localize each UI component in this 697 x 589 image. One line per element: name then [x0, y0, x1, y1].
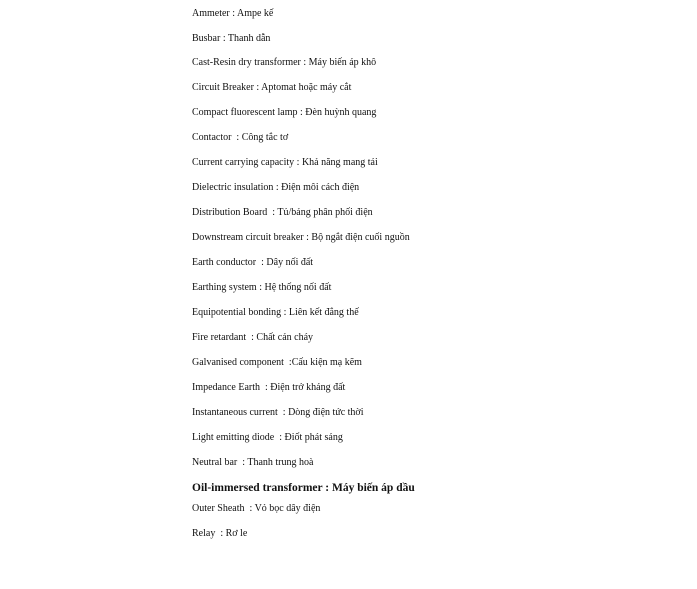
glossary-entry-busbar: Busbar : Thanh dẫn — [192, 33, 271, 44]
glossary-entry-downstream-breaker: Downstream circuit breaker : Bộ ngắt điện cuối nguồn — [192, 232, 410, 243]
glossary-entry-earth-conductor: Earth conductor : Dây nối đất — [192, 257, 314, 268]
glossary-entry-instantaneous: Instantaneous current : Dòng điện tức thời — [192, 407, 364, 418]
glossary-entry-dielectric: Dielectric insulation : Điện môi cách điện — [192, 182, 360, 193]
glossary-entry-relay: Relay : Rơ le — [192, 528, 248, 539]
glossary-entry-impedance-earth: Impedance Earth : Điện trở kháng đất — [192, 382, 346, 393]
glossary-entry-galvanised: Galvanised component :Cấu kiện mạ kẽm — [192, 357, 362, 368]
glossary-entry-oil-immersed: Oil-immersed transformer : Máy biến áp dầu — [192, 482, 415, 494]
glossary-entry-circuit-breaker: Circuit Breaker : Aptomat hoặc máy cắt — [192, 82, 352, 93]
glossary-entry-earthing-system: Earthing system : Hệ thống nối đất — [192, 282, 332, 293]
glossary-entry-compact-fluorescent: Compact fluorescent lamp : Đèn huỳnh quang — [192, 107, 377, 118]
glossary-entry-equipotential: Equipotential bonding : Liên kết đẳng thế — [192, 307, 359, 318]
glossary-entry-cast-resin: Cast-Resin dry transformer : Máy biến áp khô — [192, 57, 377, 68]
glossary-entry-fire-retardant: Fire retardant : Chất cản cháy — [192, 332, 314, 343]
glossary-entry-led: Light emitting diode : Điốt phát sáng — [192, 432, 343, 443]
glossary-entry-outer-sheath: Outer Sheath : Vỏ bọc dây điện — [192, 503, 321, 514]
glossary-entry-current-carrying: Current carrying capacity : Khả năng mang tải — [192, 157, 378, 168]
glossary-entry-distribution-board: Distribution Board : Tủ/bảng phân phối điện — [192, 207, 373, 218]
glossary-entry-contactor: Contactor : Công tắc tơ — [192, 132, 289, 143]
glossary-entry-ammeter: Ammeter : Ampe kế — [192, 8, 274, 19]
glossary-entry-neutral-bar: Neutral bar : Thanh trung hoà — [192, 457, 314, 468]
